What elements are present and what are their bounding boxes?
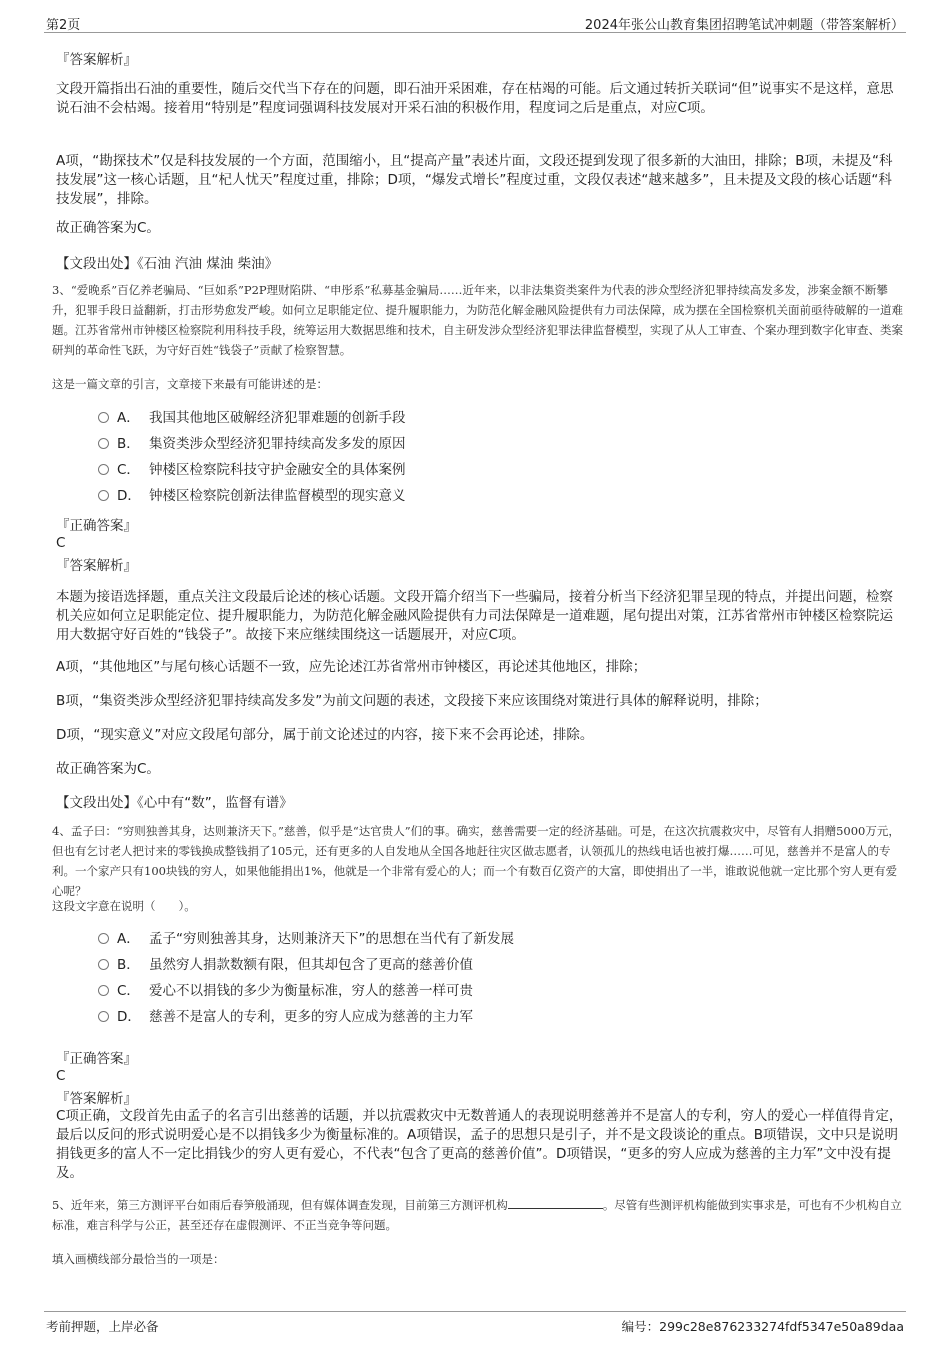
q4-stem: 4、孟子曰：“穷则独善其身，达则兼济天下。”慈善，似乎是“达官贵人”们的事。确实，慈善需要一定的经济基础。可是，在这次抗震救灾中，尽管有人捐赠5000万元，但也有乞讨老人把讨来的零钱换成整钱捐了105元，还有更多的人自发地从全国各地赶往灾区做志愿者，认领孤儿的热线电话也被打爆……可见，慈善并不是富人的专利。一个家产只有100块钱的穷人，如果他能捐出1%，他就是一个非常有爱心的人；而一个有数百亿资产的大富，即使捐出了一半，谁敢说他就一定比那个穷人更有爱心呢？ [52, 824, 900, 898]
q3-stem: 3、“爱晚系”百亿养老骗局、“巨如系”P2P理财陷阱、“申彤系”私募基金骗局……近年来，以非法集资类案件为代表的涉众型经济犯罪持续高发多发，涉案金额不断攀升，犯罪手段日益翻新，打击形势愈发严峻。如何立足职能定位、提升履职能力，为防范化解金融风险提供有力司法保障，成为摆在全国检察机关面前亟待破解的一道难题。江苏省常州市钟楼区检察院利用科技手段，统筹运用大数据思维和技术，自主研发涉众型经济犯罪法律监督模型，实现了从人工审查、个案办理到数字化审查、类案研判的革命性飞跃，为守好百姓“钱袋子”贡献了检察智慧。 [52, 283, 903, 357]
radio-icon[interactable] [98, 412, 109, 423]
footer-slogan: 考前押题，上岸必备 [46, 1319, 159, 1334]
q4-answer-tag: 『正确答案』 [56, 1051, 137, 1067]
q3-option-c[interactable]: C． 钟楼区检察院科技守护金融安全的具体案例 [98, 460, 406, 480]
document-code: 编号：299c28e876233274fdf5347e50a89daa [621, 1319, 904, 1334]
q2-source: 【文段出处】《石油 汽油 煤油 柴油》 [56, 256, 279, 272]
q4-question: 这段文字意在说明（ ）。 [52, 899, 196, 913]
radio-icon[interactable] [98, 490, 109, 501]
q4-analysis-tag: 『答案解析』 [56, 1091, 137, 1107]
page-header [44, 12, 906, 33]
q4-option-a[interactable]: A． 孟子“穷则独善其身，达则兼济天下”的思想在当代有了新发展 [98, 929, 514, 949]
q4-option-b[interactable]: B． 虽然穷人捐款数额有限，但其却包含了更高的慈善价值 [98, 955, 473, 975]
q3-analysis-p2: A项，“其他地区”与尾句核心话题不一致，应先论述江苏省常州市钟楼区，再论述其他地区，排除； [56, 659, 647, 675]
radio-icon[interactable] [98, 933, 109, 944]
q3-option-d[interactable]: D． 钟楼区检察院创新法律监督模型的现实意义 [98, 486, 406, 506]
q2-analysis-p1: 文段开篇指出石油的重要性，随后交代当下存在的问题，即石油开采困难，存在枯竭的可能。后文通过转折关联词“但”说事实不是这样，意思说石油不会枯竭。接着用“特别是”程度词强调科技发展对开采石油的积极作用，程度词之后是重点，对应C项。 [56, 81, 894, 116]
q4-answer: C [56, 1068, 66, 1084]
q3-analysis-tag: 『答案解析』 [56, 558, 137, 574]
q4-option-d[interactable]: D． 慈善不是富人的专利，更多的穷人应成为慈善的主力军 [98, 1007, 473, 1027]
q4-option-c[interactable]: C． 爱心不以捐钱的多少为衡量标准，穷人的慈善一样可贵 [98, 981, 473, 1001]
q3-source: 【文段出处】《心中有“数”，监督有谱》 [56, 795, 293, 811]
q5-stem: 5、近年来，第三方测评平台如雨后春笋般涌现，但有媒体调查发现，目前第三方测评机构 。尽管有些测评机构能做到实事求是，可也有不少机构自立标准，难言科学与公正，甚至还存在虚假测评、不正当竞争等问题。 [52, 1198, 902, 1232]
q3-option-b[interactable]: B． 集资类涉众型经济犯罪持续高发多发的原因 [98, 434, 406, 454]
q5-question: 填入画横线部分最恰当的一项是： [52, 1252, 225, 1266]
radio-icon[interactable] [98, 1011, 109, 1022]
radio-icon[interactable] [98, 959, 109, 970]
q2-analysis-tag: 『答案解析』 [56, 52, 137, 68]
radio-icon[interactable] [98, 985, 109, 996]
q3-option-a[interactable]: A． 我国其他地区破解经济犯罪难题的创新手段 [98, 408, 406, 428]
q3-analysis-p3: B项，“集资类涉众型经济犯罪持续高发多发”为前文问题的表述，文段接下来应该围绕对策进行具体的解释说明，排除； [56, 693, 768, 709]
q3-answer-tag: 『正确答案』 [56, 518, 137, 534]
q3-answer: C [56, 535, 66, 551]
radio-icon[interactable] [98, 438, 109, 449]
radio-icon[interactable] [98, 464, 109, 475]
page-number: 第2页 [46, 18, 81, 33]
fill-in-blank[interactable] [508, 1196, 603, 1209]
q3-analysis-p4: D项，“现实意义”对应文段尾句部分，属于前文论述过的内容，接下来不会再论述，排除。 [56, 727, 594, 743]
document-title: 2024年张公山教育集团招聘笔试冲刺题（带答案解析） [584, 18, 904, 33]
q3-question: 这是一篇文章的引言，文章接下来最有可能讲述的是： [52, 377, 328, 391]
q4-analysis-p1: C项正确，文段首先由孟子的名言引出慈善的话题，并以抗震救灾中无数普通人的表现说明慈善并不是富人的专利，穷人的爱心一样值得肯定，最后以反问的形式说明爱心是不以捐钱多少为衡量标准的。A项错误，孟子的思想只是引子，并不是文段谈论的重点。B项错误，文中只是说明捐钱更多的富人不一定比捐钱少的穷人更有爱心，不代表“包含了更高的慈善价值”。D项错误，“更多的穷人应成为慈善的主力军”文中没有提及。 [56, 1108, 903, 1181]
page-footer [44, 1311, 906, 1338]
q2-analysis-p2: A项，“勘探技术”仅是科技发展的一个方面，范围缩小，且“提高产量”表述片面，文段还提到发现了很多新的大油田，排除；B项，未提及“科技发展”这一核心话题，且“杞人忧天”程度过重，排除；D项，“爆发式增长”程度过重，文段仅表述“越来越多”，且未提及文段的核心话题“科技发展”，排除。 [56, 153, 893, 207]
q3-analysis-p1: 本题为接语选择题，重点关注文段最后论述的核心话题。文段开篇介绍当下一些骗局，接着分析当下经济犯罪呈现的特点，并提出问题，检察机关应如何立足职能定位、提升履职能力，为防范化解金融风险提供有力司法保障是一道难题，尾句提出对策，江苏省常州市钟楼区检察院运用大数据守好百姓的“钱袋子”。故接下来应继续围绕这一话题展开，对应C项。 [56, 589, 893, 643]
q3-analysis-conclusion: 故正确答案为C。 [56, 761, 160, 777]
q2-analysis-conclusion: 故正确答案为C。 [56, 220, 160, 236]
